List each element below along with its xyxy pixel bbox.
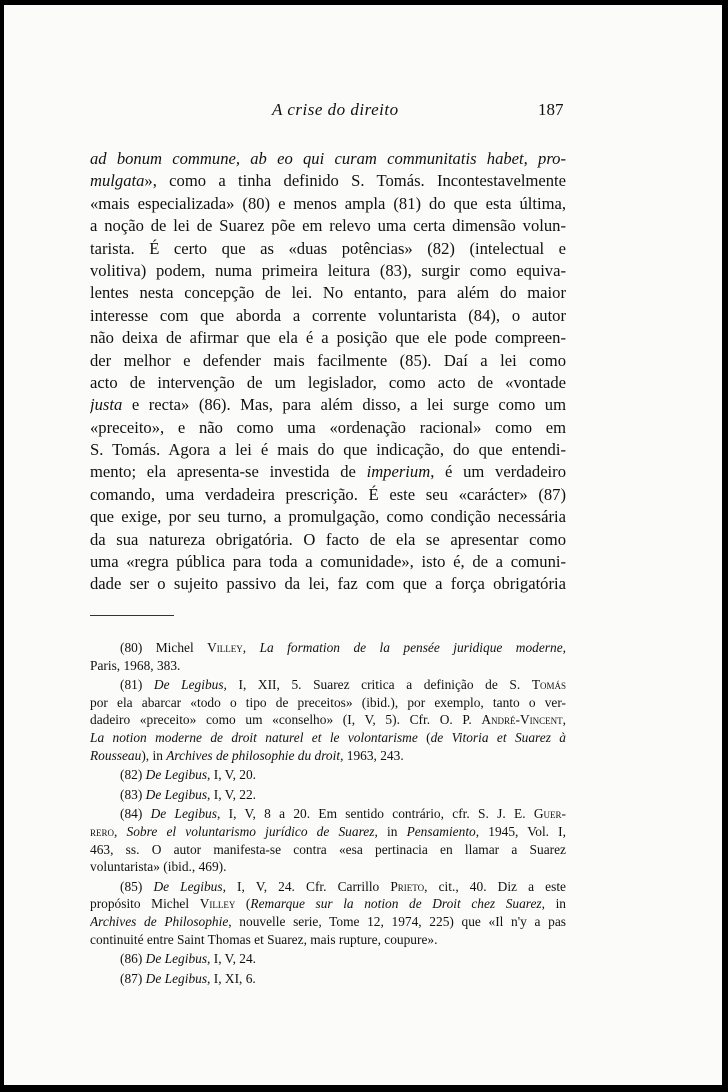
footnote-line	[90, 841, 566, 859]
text-run: », como a tinha definido S. Tomás. Incontestavelmente	[144, 171, 566, 191]
text-run: ), in	[141, 747, 167, 763]
footnote	[90, 786, 566, 804]
text-run: Villey	[207, 640, 243, 655]
text-run: acto de intervenção de um legislador, como acto de «vontade	[90, 372, 566, 392]
text-run: dade ser o sujeito passivo da lei, faz com que a força obrigatória	[90, 574, 566, 594]
text-run: (80) Michel	[120, 640, 208, 655]
text-run: De Legibus	[145, 970, 208, 986]
text-run: da sua natureza obrigatória. O facto de ela se apresentar como	[90, 529, 566, 549]
footnote-line	[90, 895, 566, 913]
body-line	[90, 439, 566, 461]
text-run: justa	[90, 395, 123, 415]
text-run: (	[417, 729, 431, 745]
footnote	[90, 970, 566, 988]
text-run: Rousseau	[90, 747, 142, 763]
footnote-line	[90, 639, 566, 657]
text-run: , cit., 40. Diz a este	[424, 878, 566, 894]
footnote	[90, 639, 566, 674]
text-run: ad bonum commune, ab eo qui curam communitatis habet, pro-	[90, 149, 566, 168]
footnote-line	[90, 823, 566, 841]
text-run: La formation de la pensée juridique moderne,	[259, 640, 566, 655]
text-run: De Legibus	[150, 806, 217, 822]
text-run: (81)	[120, 677, 154, 693]
text-run: der melhor e defender mais facilmente (85). Daí a lei como	[90, 350, 566, 370]
footnote	[90, 878, 566, 948]
text-run: uma «regra pública para toda a comunidade», isto é, de a comuni-	[90, 552, 566, 572]
text-run: , I, V, 22.	[207, 786, 257, 802]
footnote-line	[90, 805, 566, 823]
body-line	[90, 193, 566, 215]
body-line	[90, 282, 566, 304]
text-run: (82)	[120, 767, 146, 783]
text-run: voluntarista» (ibid., 469).	[90, 859, 227, 875]
footnote-line	[90, 711, 566, 729]
footnotes	[90, 639, 566, 989]
text-run: Archives de Philosophie	[90, 913, 229, 929]
text-run: Guer-	[533, 806, 566, 822]
text-run: por ela abarcar «todo o tipo de preceitos» (ibid.), por exemplo, tanto o ver-	[90, 694, 566, 710]
running-title: A crise do direito	[272, 100, 399, 119]
body-line	[90, 551, 566, 573]
text-run: rero	[90, 823, 115, 839]
text-run: Pensamiento	[406, 823, 476, 839]
text-run: De Legibus	[153, 878, 223, 894]
text-run: La notion moderne de droit naturel et le volontarisme	[90, 729, 418, 745]
text-run: Prieto	[390, 878, 425, 894]
text-run: De Legibus	[145, 767, 208, 783]
footnote	[90, 805, 566, 875]
text-run: de Vitoria et Suarez à	[430, 729, 566, 745]
footnote-separator	[90, 615, 174, 616]
body-line	[90, 260, 566, 282]
text-run: (84)	[120, 806, 151, 822]
body-line	[90, 417, 566, 439]
text-run: S. Tomás. Agora a lei é mais do que indicação, do que entendi-	[90, 440, 566, 460]
text-run: , I, XI, 6.	[207, 970, 256, 986]
text-run: mulgata	[90, 171, 145, 191]
footnote-line	[90, 950, 566, 968]
text-run: Paris, 1968, 383.	[90, 657, 181, 673]
text-run: , I, V, 24. Cfr. Carrillo	[222, 878, 391, 894]
running-header	[4, 100, 722, 124]
text-run: ,	[562, 712, 566, 728]
body-line	[90, 350, 566, 372]
text-run: lentes nesta concepção de lei. No entanto, para além do maior	[90, 283, 566, 303]
footnote	[90, 766, 566, 784]
text-run: , I, V, 24.	[207, 951, 257, 967]
text-run: Sobre el voluntarismo jurídico de Suarez	[126, 823, 375, 839]
body-line	[90, 506, 566, 528]
text-run: continuité entre Saint Thomas et Suarez, mais rupture, coupure».	[90, 931, 438, 947]
page-number: 187	[538, 100, 564, 119]
body-line	[90, 238, 566, 260]
text-run: (85)	[120, 878, 154, 894]
body-line	[90, 529, 566, 551]
text-run: «preceito», e não como uma «ordenação racional» como em	[90, 417, 566, 437]
book-page	[4, 5, 722, 1085]
text-run: não deixa de afirmar que ela é a posição que ele pode compreen-	[90, 328, 566, 348]
text-run: imperium	[366, 462, 431, 482]
footnote-line	[90, 913, 566, 931]
text-run: , in	[541, 896, 566, 912]
footnote-line	[90, 931, 566, 949]
text-run: propósito Michel	[90, 896, 200, 912]
text-run: De Legibus,	[153, 677, 227, 693]
body-line	[90, 170, 566, 192]
text-run: Tomás	[531, 677, 566, 693]
body-line	[90, 484, 566, 506]
footnote	[90, 676, 566, 764]
text-run: tarista. É certo que as «duas potências» (82) (intelectual e	[90, 238, 566, 258]
main-paragraph	[90, 148, 566, 596]
footnote-line	[90, 766, 566, 784]
text-run: 463, ss. O autor manifesta-se contra «esa pertinacia en llamar a Suarez	[90, 841, 566, 857]
text-run: , nouvelle serie, Tome 12, 1974, 225) que «Il n'y a pas	[228, 913, 566, 929]
footnote-line	[90, 878, 566, 896]
text-run: , 1963, 243.	[340, 747, 404, 763]
footnote-line	[90, 676, 566, 694]
footnote-line	[90, 747, 566, 765]
footnote-line	[90, 970, 566, 988]
text-run: ,	[242, 640, 260, 655]
body-line	[90, 215, 566, 237]
footnote-line	[90, 786, 566, 804]
text-run: , in	[374, 823, 407, 839]
text-run: comando, uma verdadeira prescrição. É este seu «carácter» (87)	[90, 484, 566, 504]
text-run: interesse com que aborda a corrente voluntarista (84), o autor	[90, 305, 566, 325]
text-run: mento; ela apresenta-se investida de	[90, 462, 367, 482]
body-line	[90, 305, 566, 327]
footnote	[90, 950, 566, 968]
footnote-line	[90, 729, 566, 747]
body-line	[90, 148, 566, 170]
footnote-line	[90, 858, 566, 876]
text-run: Villey	[199, 896, 236, 912]
text-run: ,	[114, 823, 127, 839]
text-run: Remarque sur la notion de Droit chez Suarez	[250, 896, 542, 912]
text-run: (83)	[120, 786, 146, 802]
body-line	[90, 372, 566, 394]
body-line	[90, 327, 566, 349]
footnote-line	[90, 657, 566, 675]
text-run: (86)	[120, 951, 146, 967]
text-run: dadeiro «preceito» como um «conselho» (I, V, 5). Cfr. O. P.	[90, 712, 482, 728]
text-run: volitiva) podem, numa primeira leitura (83), surgir como equiva-	[90, 260, 566, 280]
body-line	[90, 394, 566, 416]
text-run: que exige, por seu turno, a promulgação, como condição necessária	[90, 507, 566, 527]
text-run: I, XII, 5. Suarez critica a definição de S.	[226, 677, 532, 693]
text-run: a noção de lei de Suarez põe em relevo uma certa dimensão volun-	[90, 216, 566, 236]
body-line	[90, 461, 566, 483]
text-run: , 1945, Vol. I,	[475, 823, 566, 839]
text-run: Archives de philosophie du droit	[166, 747, 341, 763]
text-run: De Legibus	[145, 786, 208, 802]
footnote-line	[90, 694, 566, 712]
text-run: (	[235, 896, 251, 912]
text-run: De Legibus	[145, 951, 208, 967]
body-line	[90, 573, 566, 595]
text-run: , I, V, 8 a 20. Em sentido contrário, cfr. S. J. E.	[216, 806, 534, 822]
text-run: «mais especializada» (80) e menos ampla (81) do que esta última,	[90, 193, 566, 213]
text-run: , é um verdadeiro	[430, 462, 566, 482]
text-run: André-Vincent	[481, 712, 563, 728]
text-run: (87)	[120, 970, 146, 986]
text-run: e recta» (86). Mas, para além disso, a lei surge como um	[122, 395, 566, 415]
text-run: , I, V, 20.	[207, 767, 257, 783]
